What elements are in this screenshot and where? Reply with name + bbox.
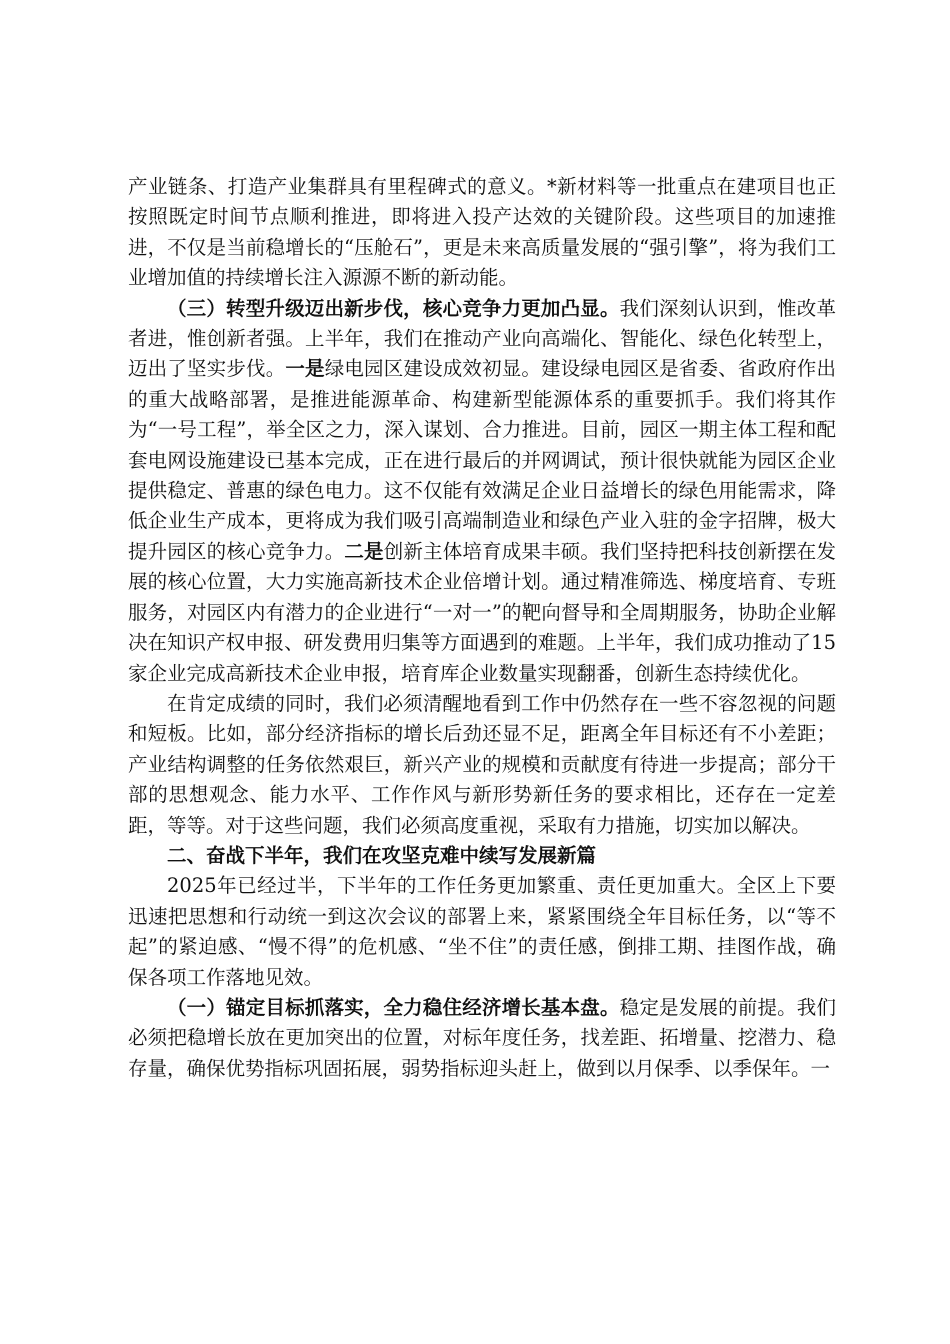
- paragraph-second-half-intro: 2025年已经过半，下半年的工作任务更加繁重、责任更加重大。全区上下要迅速把思想和行动统一到这次会议的部署上来，紧紧围绕全年目标任务，以“等不起”的紧迫感、“慢不得”的危机感、“坐不住”的责任感，倒排工期、挂图作战，确保各项工作落地见效。: [128, 874, 836, 989]
- paragraph-transformation: [128, 294, 836, 689]
- point-marker-first: 一是: [285, 357, 325, 381]
- section-heading-second-half: 二、奋战下半年，我们在攻坚克难中续写发展新篇: [167, 843, 597, 867]
- document-page: [128, 172, 836, 1084]
- paragraph-problems: 在肯定成绩的同时，我们必须清醒地看到工作中仍然存在一些不容忽视的问题和短板。比如，部分经济指标的增长后劲还显不足，距离全年目标还有不小差距；产业结构调整的任务依然艰巨，新兴产业的规模和贡献度有待进一步提高；部分干部的思想观念、能力水平、工作作风与新形势新任务的要求相比，还存在一定差距，等等。对于这些问题，我们必须高度重视，采取有力措施，切实加以解决。: [128, 691, 836, 837]
- paragraph-text: 我们深刻认识到，惟改革者进，惟创新者强。上半年，我们在推动产业向高端化、智能化、绿色化转型上，迈出了坚实步伐。: [128, 296, 836, 381]
- paragraph-industry-projects: 产业链条、打造产业集群具有里程碑式的意义。*新材料等一批重点在建项目也正按照既定时间节点顺利推进，即将进入投产达效的关键阶段。这些项目的加速推进，不仅是当前稳增长的“压舱石”，更是未来高质量发展的“强引擎”，将为我们工业增加值的持续增长注入源源不断的新动能。: [128, 175, 836, 290]
- paragraph-stabilize-growth: [128, 993, 836, 1084]
- paragraph-text: 绿电园区建设成效初显。建设绿电园区是省委、省政府作出的重大战略部署，是推进能源革命、构建新型能源体系的重要抓手。我们将其作为“一号工程”，举全区之力，深入谋划、合力推进。目前，园区一期主体工程和配套电网设施建设已基本完成，正在进行最后的并网调试，预计很快就能为园区企业提供稳定、普惠的绿色电力。这不仅能有效满足企业日益增长的绿色用能需求，降低企业生产成本，更将成为我们吸引高端制造业和绿色产业入驻的金字招牌，极大提升园区的核心竞争力。: [128, 357, 836, 563]
- paragraph-text: 创新主体培育成果丰硕。我们坚持把科技创新摆在发展的核心位置，大力实施高新技术企业倍增计划。通过精准筛选、梯度培育、专班服务，对园区内有潜力的企业进行“一对一”的靶向督导和全周期服务，协助企业解决在知识产权申报、研发费用归集等方面遇到的难题。上半年，我们成功推动了15家企业完成高新技术企业申报，培育库企业数量实现翻番，创新生态持续优化。: [128, 539, 836, 685]
- point-marker-second: 二是: [344, 539, 384, 563]
- paragraph-text: 稳定是发展的前提。我们必须把稳增长放在更加突出的位置，对标年度任务，找差距、拓增量、挖潜力、稳存量，确保优势指标巩固拓展，弱势指标迎头赶上，做到以月保季、以季保年。一: [128, 995, 836, 1080]
- section-heading-stabilize-growth: （一）锚定目标抓落实，全力稳住经济增长基本盘。: [167, 995, 620, 1019]
- section-heading-transformation: （三）转型升级迈出新步伐，核心竞争力更加凸显。: [167, 296, 620, 320]
